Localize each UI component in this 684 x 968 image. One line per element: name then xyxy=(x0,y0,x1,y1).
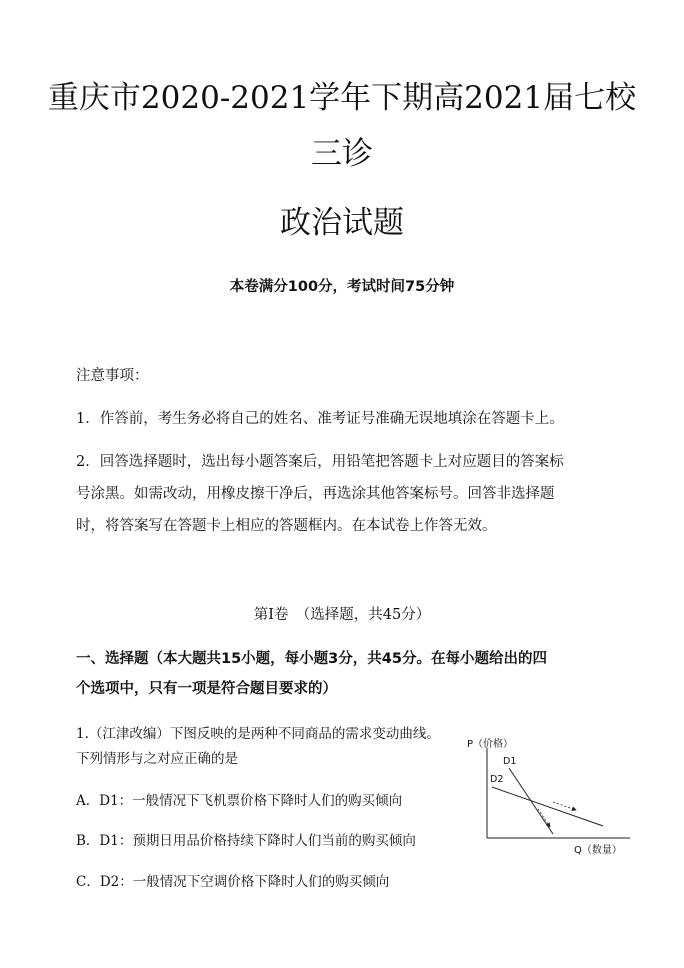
notes-item-2-line-2: 号涂黑。如需改动，用橡皮擦干净后，再选涂其他答案标号。回答非选择题 xyxy=(76,486,555,502)
question-1-option-b: B．D1：预期日用品价格持续下降时人们当前的购买倾向 xyxy=(76,833,416,849)
question-1-option-a: A．D1：一般情况下飞机票价格下降时人们的购买倾向 xyxy=(76,793,403,809)
curve-d2-label: D2 xyxy=(490,774,504,785)
curve-d1-label: D1 xyxy=(503,756,517,767)
title-line-2: 三诊 xyxy=(311,136,373,172)
subject-title: 政治试题 xyxy=(280,205,404,241)
x-axis-label: Q（数量） xyxy=(574,845,622,856)
notes-item-2-line-3: 时，将答案写在答题卡上相应的答题框内。在本试卷上作答无效。 xyxy=(76,518,497,534)
title-line-1: 重庆市2020-2021学年下期高2021届七校 xyxy=(47,80,637,116)
curve-d2 xyxy=(492,787,603,826)
d1-shift-arrow xyxy=(538,809,550,827)
part-heading-line-1: 一、选择题（本大题共15小题，每小题3分，共45分。在每小题给出的四 xyxy=(76,651,547,667)
y-axis-label: P（价格） xyxy=(467,739,514,750)
d2-shift-arrow xyxy=(553,802,576,810)
notes-item-1: 1．作答前，考生务必将自己的姓名、准考证号准确无误地填涂在答题卡上。 xyxy=(76,411,564,427)
exam-info: 本卷满分100分，考试时间75分钟 xyxy=(229,279,455,295)
demand-curve-graph xyxy=(458,734,658,864)
question-1-option-c: C．D2：一般情况下空调价格下降时人们的购买倾向 xyxy=(76,874,390,890)
part-heading-line-2: 个选项中，只有一项是符合题目要求的） xyxy=(76,681,337,697)
question-1-stem-line-1: 1.（江津改编）下图反映的是两种不同商品的需求变动曲线。 xyxy=(76,726,440,742)
notes-item-2-line-1: 2．回答选择题时，选出每小题答案后，用铅笔把答题卡上对应题目的答案标 xyxy=(76,454,564,470)
notes-heading: 注意事项： xyxy=(76,368,149,384)
question-1-stem-line-2: 下列情形与之对应正确的是 xyxy=(76,751,238,767)
volume-title: 第Ⅰ卷 （选择题，共45分） xyxy=(253,607,431,623)
